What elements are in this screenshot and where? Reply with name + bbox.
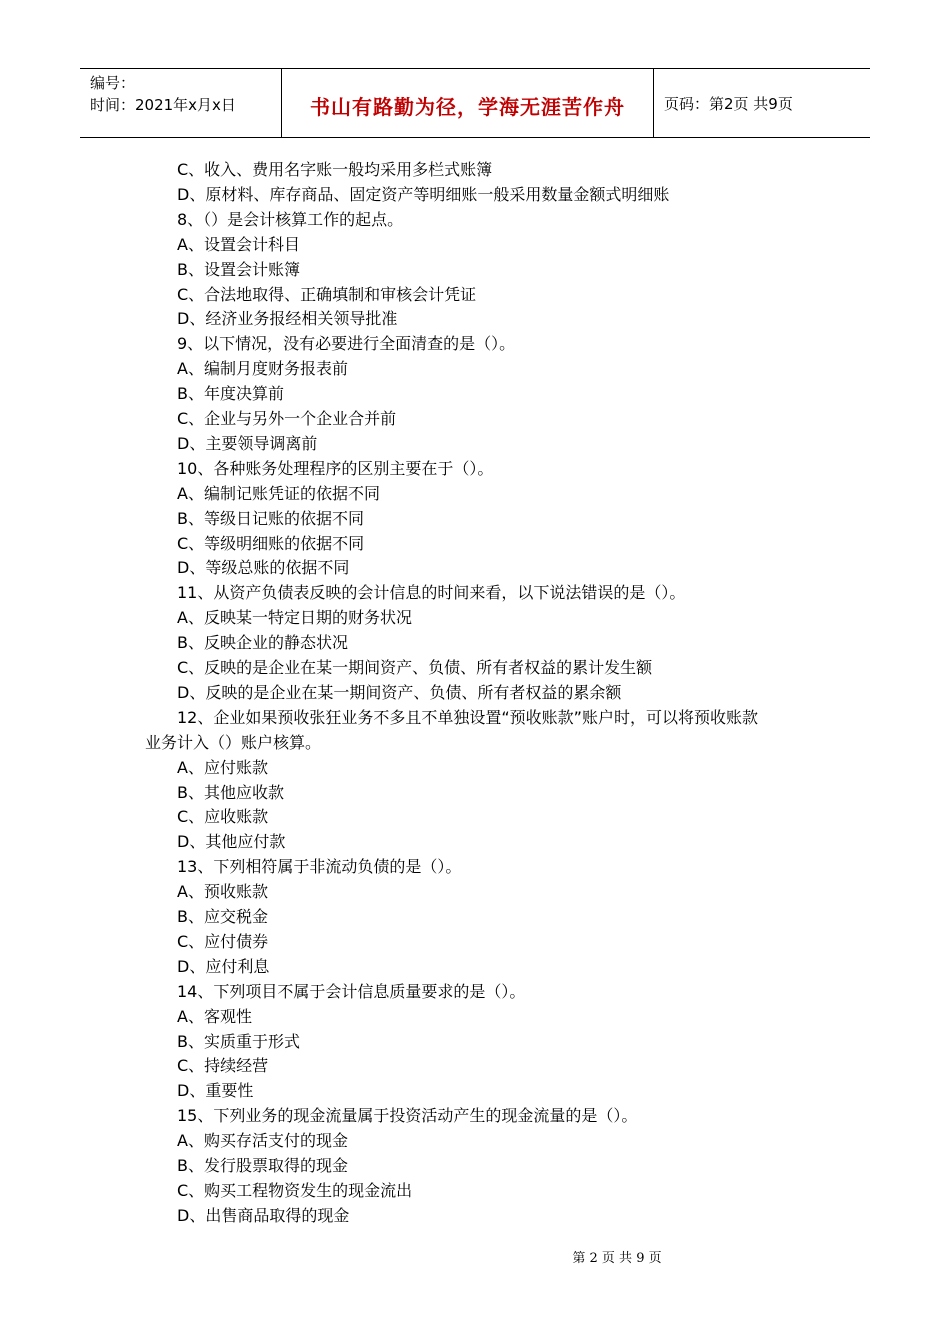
serial-label: 编号： (90, 74, 136, 92)
text-line: A、应付账款 (177, 757, 268, 777)
text-line: B、发行股票取得的现金 (177, 1156, 348, 1175)
header-motto: 书山有路勤为径，学海无涯苦作舟 (310, 95, 625, 119)
text-line: D、原材料、库存商品、固定资产等明细账一般采用数量金额式明细账 (177, 184, 670, 204)
text-line: D、经济业务报经相关领导批准 (177, 309, 398, 329)
text-line: D、其他应付款 (177, 832, 286, 852)
time-label: 时间：2021年x月x日 (90, 96, 236, 114)
header-meta (80, 69, 282, 137)
text-line: A、反映某一特定日期的财务状况 (177, 608, 412, 628)
text-line: 13、下列相符属于非流动负债的是（）。 (177, 857, 462, 877)
header-page-info: 页码：第2页 共9页 (664, 95, 793, 113)
text-line: B、年度决算前 (177, 384, 284, 404)
page-header (80, 68, 870, 138)
footer-page-number: 第 2 页 共 9 页 (572, 1251, 662, 1266)
text-line: 14、下列项目不属于会计信息质量要求的是（）。 (177, 981, 526, 1001)
text-line: D、反映的是企业在某一期间资产、负债、所有者权益的累余额 (177, 682, 622, 702)
text-line: 8、（）是会计核算工作的起点。 (177, 209, 404, 229)
text-line: D、等级总账的依据不同 (177, 558, 350, 578)
text-line: B、反映企业的静态状况 (177, 633, 348, 653)
text-line: C、收入、费用名字账一般均采用多栏式账簿 (177, 160, 493, 179)
text-line: C、等级明细账的依据不同 (177, 533, 365, 553)
text-line: A、编制月度财务报表前 (177, 359, 348, 379)
text-line: D、应付利息 (177, 956, 270, 976)
text-line: 10、各种账务处理程序的区别主要在于（）。 (177, 458, 494, 478)
text-line: C、反映的是企业在某一期间资产、负债、所有者权益的累计发生额 (177, 658, 653, 677)
text-line: C、持续经营 (177, 1056, 269, 1076)
page-footer (0, 1247, 950, 1266)
text-line: A、客观性 (177, 1006, 252, 1026)
text-line: C、应付债券 (177, 931, 269, 951)
text-line: C、合法地取得、正确填制和审核会计凭证 (177, 284, 477, 304)
text-line: B、实质重于形式 (177, 1031, 300, 1051)
text-line: 12、企业如果预收张狂业务不多且不单独设置“预收账款”账户时，可以将预收账款 (177, 707, 758, 727)
text-line: A、购买存活支付的现金 (177, 1131, 348, 1151)
text-line: A、预收账款 (177, 882, 268, 902)
text-line: A、编制记账凭证的依据不同 (177, 483, 380, 503)
text-line: C、应收账款 (177, 807, 269, 827)
text-line: B、其他应收款 (177, 782, 284, 802)
text-line: C、企业与另外一个企业合并前 (177, 409, 397, 428)
header-motto-cell (282, 69, 654, 137)
text-line: D、重要性 (177, 1081, 254, 1101)
text-line: B、设置会计账簿 (177, 259, 300, 279)
text-line: B、等级日记账的依据不同 (177, 508, 364, 528)
text-line: 9、以下情况，没有必要进行全面清查的是（）。 (177, 334, 516, 354)
text-line: 业务计入（）账户核算。 (145, 732, 322, 752)
text-line: 11、从资产负债表反映的会计信息的时间来看，以下说法错误的是（）。 (177, 583, 686, 603)
text-line: D、主要领导调离前 (177, 433, 318, 453)
text-line: C、购买工程物资发生的现金流出 (177, 1180, 413, 1200)
text-line: D、出售商品取得的现金 (177, 1205, 350, 1225)
text-line: 15、下列业务的现金流量属于投资活动产生的现金流量的是（）。 (177, 1106, 638, 1126)
text-line: B、应交税金 (177, 907, 268, 926)
text-line: A、设置会计科目 (177, 234, 300, 254)
